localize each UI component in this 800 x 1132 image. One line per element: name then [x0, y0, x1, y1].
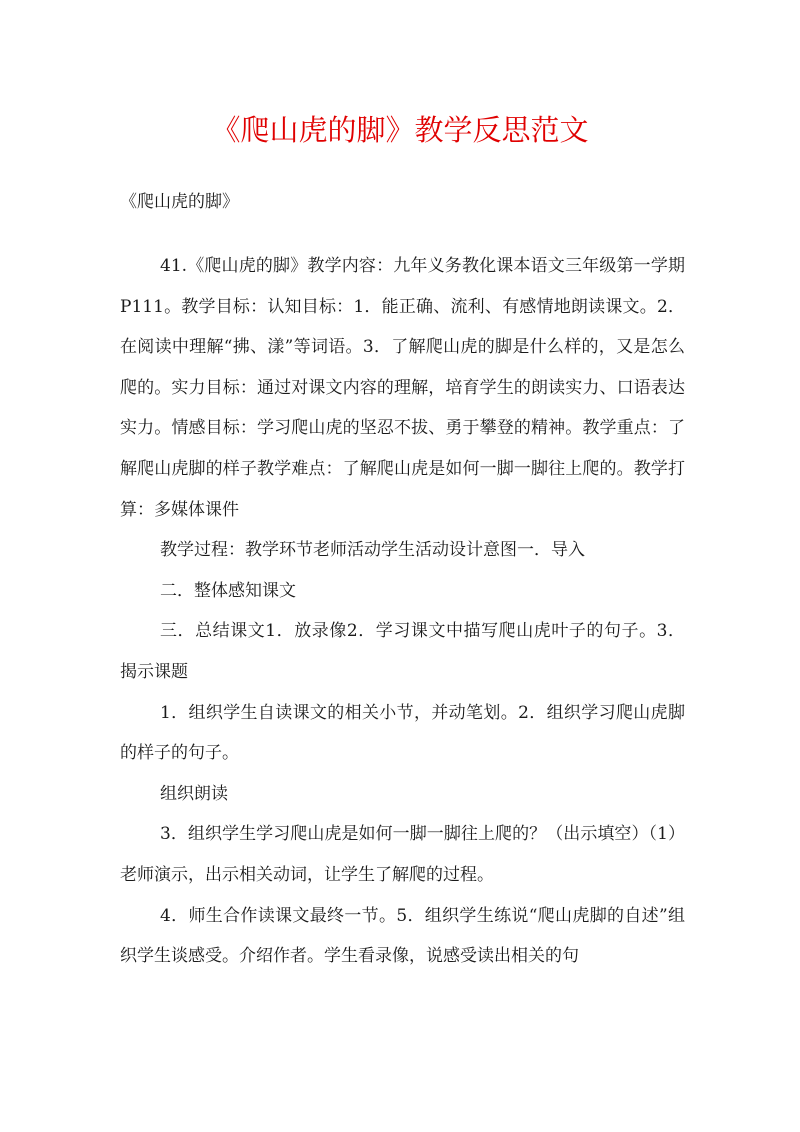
paragraph-5: 1．组织学生自读课文的相关小节，并动笔划。2．组织学习爬山虎脚的样子的句子。 — [120, 702, 685, 764]
paragraph-1: 41.《爬山虎的脚》教学内容：九年义务教化课本语文三年级第一学期P111。教学目标：认知目标：1．能正确、流利、有感情地朗读课文。2．在阅读中理解“拂、漾”等词语。3．了解爬山虎的脚是什么样的，又是怎么爬的。实力目标：通过对课文内容的理解，培育学生的朗读实力、口语表达实力。情感目标：学习爬山虎的坚忍不拔、勇于攀登的精神。教学重点：了解爬山虎脚的样子教学难点：了解爬山虎是如何一脚一脚往上爬的。教学打算：多媒体课件 — [120, 256, 685, 520]
paragraph-3: 二．整体感知课文 — [160, 580, 296, 601]
paragraph-4: 三．总结课文1．放录像2．学习课文中描写爬山虎叶子的句子。3．揭示课题 — [120, 621, 685, 682]
paragraph-6: 组织朗读 — [160, 783, 228, 804]
paragraph-2: 教学过程：教学环节老师活动学生活动设计意图一．导入 — [160, 540, 585, 561]
document-body — [120, 246, 685, 977]
paragraph-8: 4．师生合作读课文最终一节。5．组织学生练说“爬山虎脚的自述”组织学生谈感受。介绍作者。学生看录像，说感受读出相关的句 — [120, 905, 685, 967]
paragraph-7: 3．组织学生学习爬山虎是如何一脚一脚往上爬的？（出示填空）（1）老师演示，出示相关动词，让学生了解爬的过程。 — [120, 824, 685, 885]
document-subtitle: 《爬山虎的脚》 — [120, 192, 239, 212]
document-title: 《爬山虎的脚》教学反思范文 — [211, 113, 589, 147]
